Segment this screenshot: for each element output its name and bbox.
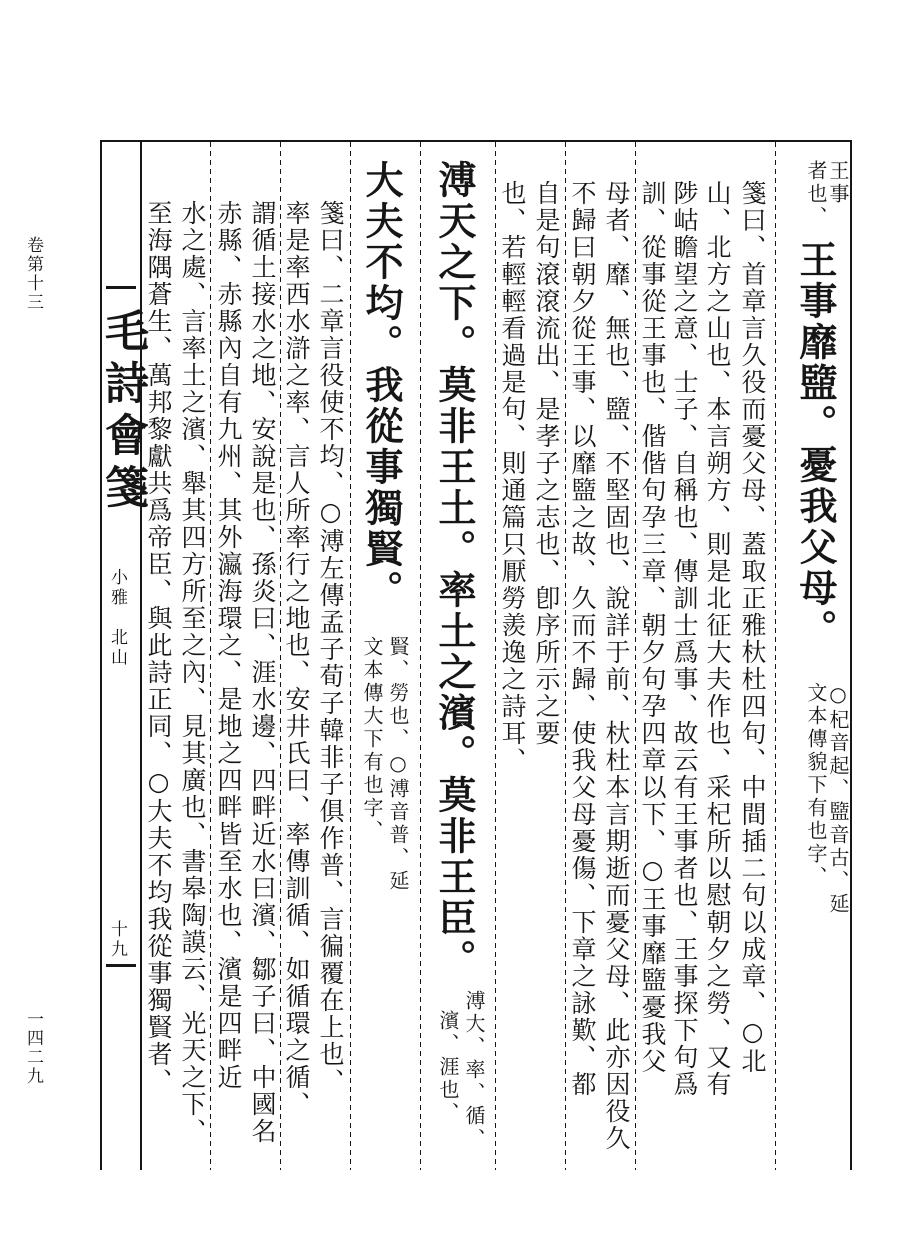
commentary-line: 水之處、言率土之濱、舉其四方所至之內、見其廣也、書皋陶謨云、光天之下、 xyxy=(178,200,207,1145)
commentary-line: 赤縣、赤縣內自有九州、其外瀛海環之、是地之四畔皆至水也、濱是四畔近 xyxy=(214,200,243,1091)
column-divider xyxy=(635,142,636,1170)
column-divider xyxy=(350,142,351,1170)
poem-line: 王事靡盬。憂我父母。 xyxy=(793,240,838,650)
commentary-line: 陟岵瞻望之意、士子、自稱也、傳訓士爲事、故云有王事者也、王事探下句爲 xyxy=(670,180,699,1098)
annotation-line-b: 文本傳大下有也字、 xyxy=(360,636,384,843)
annotation-line-b: 濱、涯也、 xyxy=(436,1010,460,1125)
gutter-fishtail-bottom xyxy=(106,964,136,967)
commentary-line: 不歸曰朝夕從王事、以靡盬之故、久而不歸、使我父母憂傷、下章之詠歎、都 xyxy=(568,180,597,1098)
column-divider xyxy=(210,142,211,1170)
column-divider xyxy=(420,142,421,1170)
annotation-line-a: 溥大、率、循、 xyxy=(462,990,486,1151)
book-title: 毛詩會箋 xyxy=(97,308,148,516)
column-divider xyxy=(280,142,281,1170)
section-label: 小雅 xyxy=(107,568,127,608)
gutter-outer-line xyxy=(100,140,102,1170)
column-divider xyxy=(775,142,776,1170)
commentary-line: 訓、從事從王事也、偕偕句孕三章、朝夕句孕四章以下、○王事靡盬憂我父 xyxy=(638,180,667,1075)
column-divider xyxy=(495,142,496,1170)
commentary-line: 也、若輕輕看過是句、則通篇只厭勞羨逸之詩耳、 xyxy=(498,180,527,774)
column-divider xyxy=(565,142,566,1170)
commentary-line: 自是句滾滾流出、是孝子之志也、卽序所示之要 xyxy=(532,180,561,747)
gutter-divider xyxy=(140,140,142,1170)
commentary-line: 至海隅蒼生、萬邦黎獻共爲帝臣、與此詩正同、○大夫不均我從事獨賢者、 xyxy=(144,200,173,1095)
gutter-fishtail-top xyxy=(106,286,136,289)
volume-label: 卷第十三 xyxy=(23,236,43,312)
annotation-line-a: 王事 xyxy=(826,160,850,206)
poem-line: 溥天之下。莫非王土。率土之濱。莫非王臣。 xyxy=(432,160,477,980)
poem-label: 北山 xyxy=(107,628,127,668)
annotation-line-a: ○杞音起、盬音古、延 xyxy=(826,682,850,916)
commentary-line: 箋曰、首章言久役而憂父母、蓋取正雅杕杜四句、中間插二句以成章、○北 xyxy=(738,180,767,1075)
annotation-line-a: 賢、勞也、○溥音普、延 xyxy=(386,636,410,893)
top-border xyxy=(100,140,852,142)
annotation-line-b: 文本傳貌下有也字、 xyxy=(804,682,828,889)
commentary-line: 箋曰、二章言役使不均、○溥左傳孟子荀子韓非子俱作普、言徧覆在上也、 xyxy=(316,200,345,1095)
folio-number: 十九 xyxy=(107,920,127,960)
commentary-line: 山、北方之山也、本言朔方、則是北征大夫作也、采杞所以慰朝夕之勞、又有 xyxy=(703,180,732,1098)
outer-right-border xyxy=(850,140,852,1170)
page-number: 一四二九 xyxy=(23,1010,43,1086)
commentary-line: 謂循土接水之地、安說是也、孫炎曰、涯水邊、四畔近水曰濱、鄒子曰、中國名 xyxy=(248,200,277,1145)
commentary-line: 率是率西水滸之率、言人所率行之地也、安井氏曰、率傳訓循、如循環之循、 xyxy=(282,200,311,1118)
commentary-line: 母者、靡、無也、盬、不堅固也、說詳于前、杕杜本言期逝而憂父母、此亦因役久 xyxy=(602,180,631,1152)
annotation-line-b: 者也、 xyxy=(804,160,828,229)
poem-line: 大夫不均。我從事獨賢。 xyxy=(359,160,404,611)
